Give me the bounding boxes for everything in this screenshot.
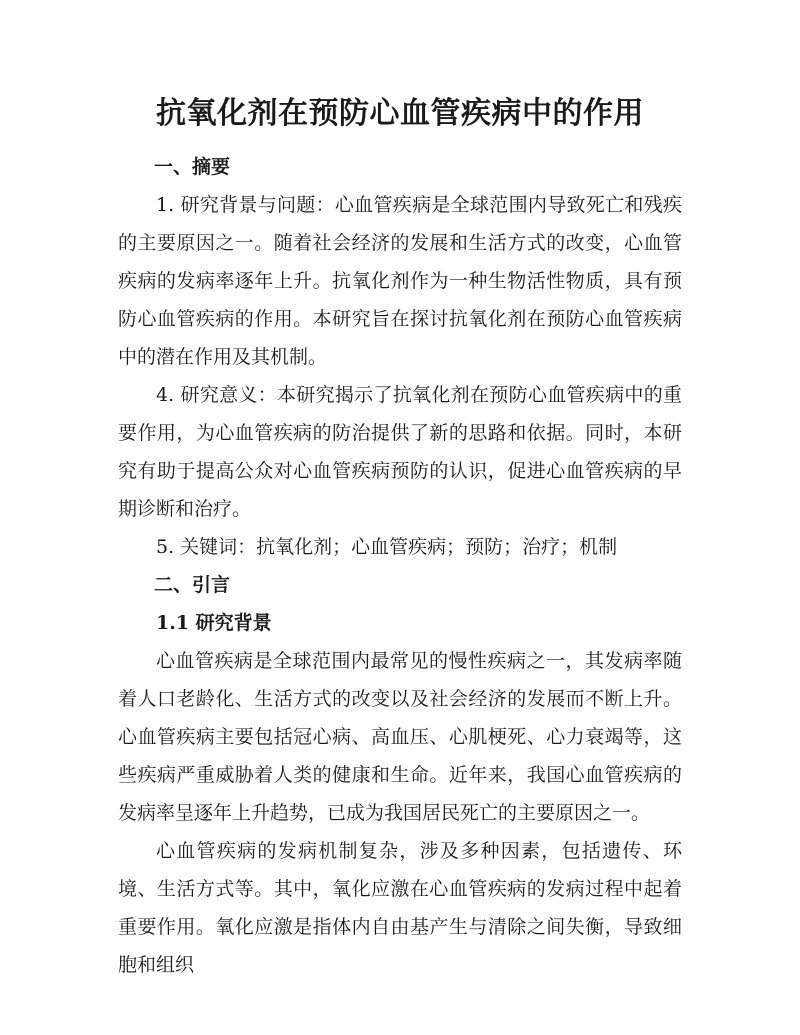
subsection-heading-background: 1.1 研究背景: [156, 612, 272, 634]
introduction-paragraph-1: 心血管疾病是全球范围内最常见的慢性疾病之一，其发病率随着人口老龄化、生活方式的改变以及社会经济的发展而不断上升。心血管疾病主要包括冠心病、高血压、心肌梗死、心力衰竭等，这些疾病严重威胁着人类的健康和生命。近年来，我国心血管疾病的发病率呈逐年上升趋势，已成为我国居民死亡的主要原因之一。: [118, 650, 682, 824]
section-heading-abstract: 一、摘要: [154, 156, 231, 178]
abstract-paragraph-background: 1. 研究背景与问题：心血管疾病是全球范围内导致死亡和残疾的主要原因之一。随着社会经济的发展和生活方式的改变，心血管疾病的发病率逐年上升。抗氧化剂作为一种生物活性物质，具有预防心血管疾病的作用。本研究旨在探讨抗氧化剂在预防心血管疾病中的潜在作用及其机制。: [118, 194, 682, 368]
abstract-paragraph-keywords: 5. 关键词：抗氧化剂；心血管疾病；预防；治疗；机制: [156, 536, 618, 558]
introduction-paragraph-2: 心血管疾病的发病机制复杂，涉及多种因素，包括遗传、环境、生活方式等。其中，氧化应激在心血管疾病的发病过程中起着重要作用。氧化应激是指体内自由基产生与清除之间失衡，导致细胞和组织: [118, 840, 682, 976]
abstract-paragraph-significance: 4. 研究意义：本研究揭示了抗氧化剂在预防心血管疾病中的重要作用，为心血管疾病的防治提供了新的思路和依据。同时，本研究有助于提高公众对心血管疾病预防的认识，促进心血管疾病的早期诊断和治疗。: [118, 384, 682, 520]
section-heading-introduction: 二、引言: [154, 574, 231, 596]
document-title: 抗氧化剂在预防心血管疾病中的作用: [156, 96, 644, 131]
